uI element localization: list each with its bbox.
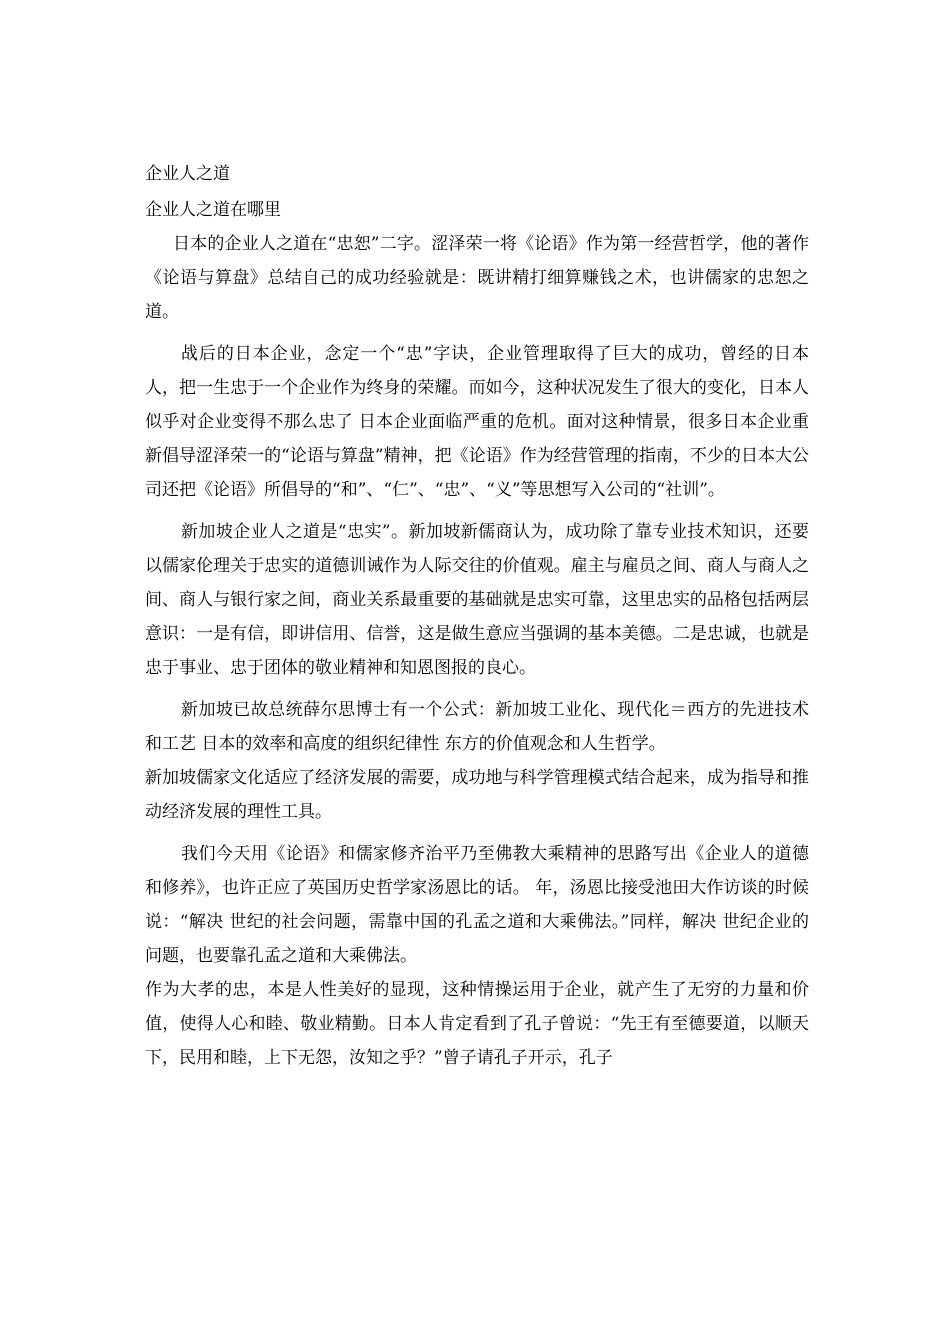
document-title: 企业人之道 bbox=[145, 164, 230, 184]
paragraph-confucian-culture: 新加坡儒家文化适应了经济发展的需要，成功地与科学管理模式结合起来，成为指导和推动经济发展的理性工具。 bbox=[145, 768, 809, 822]
paragraph-toynbee: 我们今天用《论语》和儒家修齐治平乃至佛教大乘精神的思路写出《企业人的道德和修养》，也许正应了英国历史哲学家汤恩比的话。 年，汤恩比接受池田大作访谈的时候说：“解决 世纪的社会问题，需靠中国的孔孟之道和大乘佛法。”同样，解决 世纪企业的问题，也要靠孔孟之道和大乘佛法。 bbox=[145, 844, 809, 966]
paragraph-japan: 日本的企业人之道在“忠恕”二字。涩泽荣一将《论语》作为第一经营哲学，他的著作《论语与算盘》总结自己的成功经验就是：既讲精打细算赚钱之术，也讲儒家的忠恕之道。 bbox=[145, 234, 809, 322]
paragraph-formula: 新加坡已故总统薛尔思博士有一个公式：新加坡工业化、现代化＝西方的先进技术和工艺 日本的效率和高度的组织纪律性 东方的价值观念和人生哲学。 bbox=[145, 700, 809, 754]
paragraph-loyalty: 作为大孝的忠，本是人性美好的显现，这种情操运用于企业，就产生了无穷的力量和价值，使得人心和睦、敬业精勤。日本人肯定看到了孔子曾说：“先王有至德要道，以顺天下，民用和睦，上下无怨，汝知之乎？”曾子请孔子开示，孔子 bbox=[145, 980, 809, 1068]
paragraph-postwar: 战后的日本企业，念定一个“忠”字诀，企业管理取得了巨大的成功，曾经的日本人，把一生忠于一个企业作为终身的荣耀。而如今，这种状况发生了很大的变化，日本人似乎对企业变得不那么忠了 日本企业面临严重的危机。面对这种情景，很多日本企业重新倡导涩泽荣一的“论语与算盘”精神，把《论语》作为经营管理的指南，不少的日本大公司还把《论语》所倡导的“和”、“仁”、“忠”、“义”等思想写入公司的“社训”。 bbox=[145, 344, 809, 500]
document-page bbox=[145, 157, 809, 1075]
paragraph-singapore: 新加坡企业人之道是“忠实”。新加坡新儒商认为，成功除了靠专业技术知识，还要以儒家伦理关于忠实的道德训诫作为人际交往的价值观。雇主与雇员之间、商人与商人之间、商人与银行家之间，商业关系最重要的基础就是忠实可靠，这里忠实的品格包括两层意识：一是有信，即讲信用、信誉，这是做生意应当强调的基本美德。二是忠诚，也就是忠于事业、忠于团体的敬业精神和知恩图报的良心。 bbox=[145, 522, 809, 678]
document-subtitle: 企业人之道在哪里 bbox=[145, 200, 281, 220]
